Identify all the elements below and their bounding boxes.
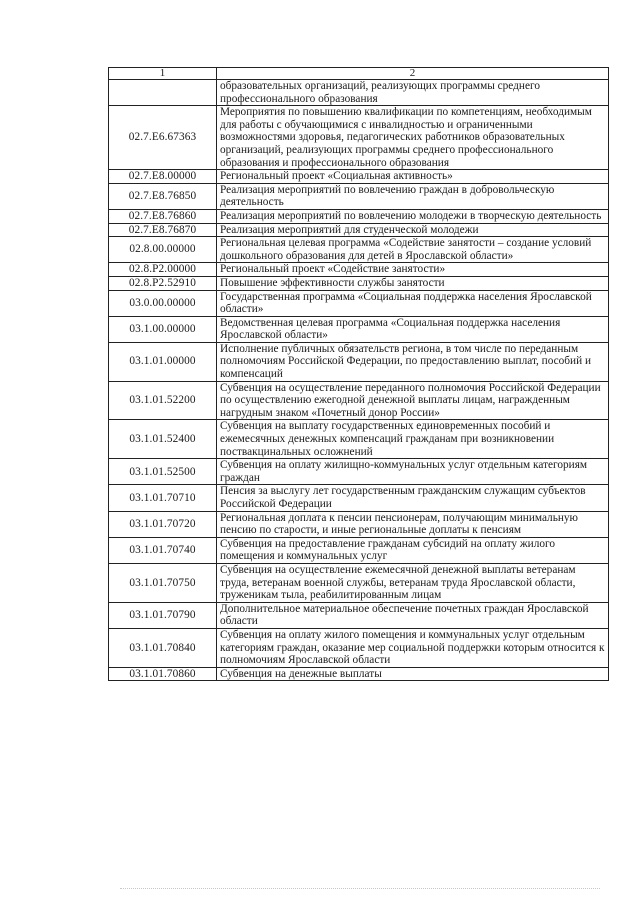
row-code: 03.1.01.70720 (109, 511, 217, 537)
table-row (109, 237, 609, 263)
row-name: Пенсия за выслугу лет государственным гражданским служащим субъектов Российской Федерации (217, 485, 609, 511)
row-name: Повышение эффективности службы занятости (217, 276, 609, 290)
row-code: 02.8.Р2.52910 (109, 276, 217, 290)
document-page (108, 67, 608, 681)
row-code: 02.7.Е8.76860 (109, 209, 217, 223)
row-name: Региональная доплата к пенсии пенсионерам, получающим минимальную пенсию по старости, и иные региональные доплаты к пенсиям (217, 511, 609, 537)
row-name: Субвенция на оплату жилищно-коммунальных услуг отдельным категориям граждан (217, 459, 609, 485)
row-code: 03.1.01.70710 (109, 485, 217, 511)
scan-artifact-line (120, 888, 600, 891)
row-name: Ведомственная целевая программа «Социальная поддержка населения Ярославской области» (217, 316, 609, 342)
row-code: 02.7.Е8.76850 (109, 183, 217, 209)
row-code: 02.7.Е8.76870 (109, 223, 217, 237)
row-name: Региональный проект «Содействие занятости» (217, 263, 609, 277)
row-code (109, 80, 217, 106)
table-row (109, 381, 609, 420)
table-body (109, 80, 609, 681)
row-name: Дополнительное материальное обеспечение почетных граждан Ярославской области (217, 602, 609, 628)
row-name: Мероприятия по повышению квалификации по компетенциям, необходимым для работы с обучающимися с инвалидностью и ограниченными возможностями здоровья, педагогических работников образовательных организаций, реализующих программы среднего профессионального образования и профессионального образования (217, 106, 609, 170)
table-header-row (109, 68, 609, 80)
table-row (109, 537, 609, 563)
row-code: 03.1.01.70790 (109, 602, 217, 628)
table-row (109, 276, 609, 290)
table-row (109, 511, 609, 537)
row-name: Субвенция на оплату жилого помещения и коммунальных услуг отдельным категориям граждан, оказание мер социальной поддержки которым относится к полномочиям Ярославской области (217, 628, 609, 667)
row-code: 03.1.01.52400 (109, 420, 217, 459)
table-row (109, 223, 609, 237)
row-name: Субвенция на осуществление ежемесячной денежной выплаты ветеранам труда, ветеранам военной службы, ветеранам труда Ярославской области, труженикам тыла, реабилитированным лицам (217, 563, 609, 602)
row-code: 03.1.01.70740 (109, 537, 217, 563)
table-row (109, 263, 609, 277)
table-row (109, 420, 609, 459)
table-row (109, 459, 609, 485)
row-name: Субвенция на выплату государственных единовременных пособий и ежемесячных денежных компенсаций гражданам при возникновении поствакцинальных осложнений (217, 420, 609, 459)
table-row (109, 316, 609, 342)
row-name: Субвенция на предоставление гражданам субсидий на оплату жилого помещения и коммунальных услуг (217, 537, 609, 563)
table-row (109, 628, 609, 667)
row-code: 02.8.00.00000 (109, 237, 217, 263)
table-row (109, 209, 609, 223)
row-name: Реализация мероприятий для студенческой молодежи (217, 223, 609, 237)
row-code: 03.1.01.00000 (109, 342, 217, 381)
table-row (109, 342, 609, 381)
table-row (109, 80, 609, 106)
row-code: 03.1.01.70860 (109, 667, 217, 681)
row-name: Субвенция на денежные выплаты (217, 667, 609, 681)
row-name: Реализация мероприятий по вовлечению граждан в добровольческую деятельность (217, 183, 609, 209)
row-code: 02.7.Е6.67363 (109, 106, 217, 170)
row-name: образовательных организаций, реализующих программы среднего профессионального образования (217, 80, 609, 106)
row-code: 03.1.01.52500 (109, 459, 217, 485)
budget-classification-table (108, 67, 609, 681)
row-name: Региональная целевая программа «Содействие занятости – создание условий дошкольного образования для детей в Ярославской области» (217, 237, 609, 263)
table-row (109, 667, 609, 681)
table-row (109, 183, 609, 209)
row-name: Региональный проект «Социальная активность» (217, 170, 609, 184)
table-row (109, 170, 609, 184)
table-row (109, 563, 609, 602)
row-name: Исполнение публичных обязательств региона, в том числе по переданным полномочиям Российской Федерации, по предоставлению выплат, пособий и компенсаций (217, 342, 609, 381)
table-row (109, 290, 609, 316)
row-name: Субвенция на осуществление переданного полномочия Российской Федерации по осуществлению ежегодной денежной выплаты лицам, награжденным нагрудным знаком «Почетный донор России» (217, 381, 609, 420)
row-name: Государственная программа «Социальная поддержка населения Ярославской области» (217, 290, 609, 316)
column-header-name: 2 (217, 68, 609, 80)
row-code: 03.1.01.52200 (109, 381, 217, 420)
table-row (109, 485, 609, 511)
row-code: 03.0.00.00000 (109, 290, 217, 316)
row-code: 03.1.01.70840 (109, 628, 217, 667)
row-code: 03.1.01.70750 (109, 563, 217, 602)
column-header-code: 1 (109, 68, 217, 80)
row-code: 03.1.00.00000 (109, 316, 217, 342)
table-row (109, 602, 609, 628)
table-row (109, 106, 609, 170)
row-code: 02.7.Е8.00000 (109, 170, 217, 184)
row-code: 02.8.Р2.00000 (109, 263, 217, 277)
row-name: Реализация мероприятий по вовлечению молодежи в творческую деятельность (217, 209, 609, 223)
